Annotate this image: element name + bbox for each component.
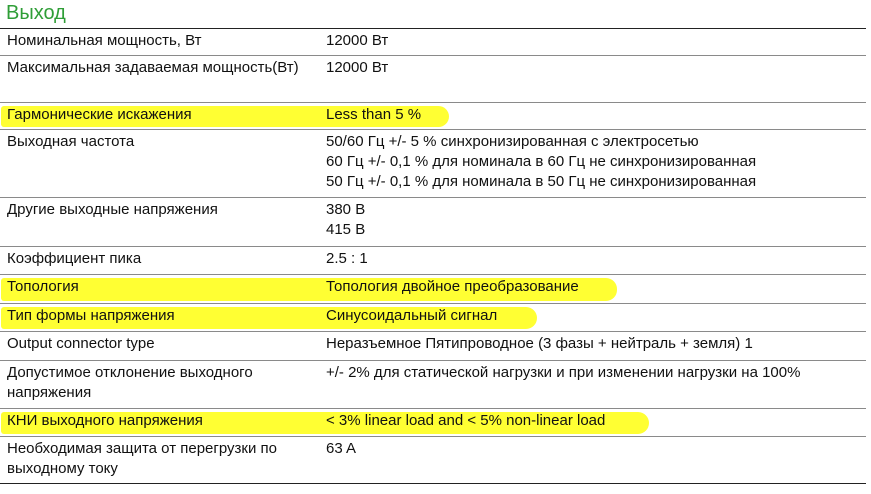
row-value <box>326 200 866 240</box>
value-line: 380 В <box>326 201 366 218</box>
value-line: < 3% linear load and < 5% non-linear load <box>326 412 606 429</box>
row-value <box>326 411 866 431</box>
row-label: Номинальная мощность, Вт <box>7 32 202 49</box>
row-harmonic-distortion <box>0 103 866 130</box>
row-output-frequency <box>0 130 866 198</box>
value-line: 12000 Вт <box>326 59 389 76</box>
row-label: Максимальная задаваемая мощность(Вт) <box>7 59 299 76</box>
row-max-power <box>0 56 866 103</box>
section-title: Выход <box>6 2 66 24</box>
row-value <box>326 306 866 326</box>
value-line: 2.5 : 1 <box>326 250 368 267</box>
row-output-connector <box>0 332 866 361</box>
row-value <box>326 363 866 383</box>
row-crest-factor <box>0 247 866 275</box>
row-label: Тип формы напряжения <box>7 307 175 324</box>
row-other-voltages <box>0 198 866 247</box>
row-topology <box>0 275 866 304</box>
row-nominal-power <box>0 29 866 56</box>
value-line: 60 Гц +/- 0,1 % для номинала в 60 Гц не синхронизированная <box>326 153 757 170</box>
row-voltage-tolerance <box>0 361 866 409</box>
row-label: КНИ выходного напряжения <box>7 412 203 429</box>
value-line: 415 В <box>326 221 366 238</box>
row-label: Допустимое отклонение выходного напряжения <box>7 364 253 401</box>
value-line: +/- 2% для статической нагрузки и при изменении нагрузки на 100% <box>326 364 801 381</box>
spec-table <box>0 28 866 484</box>
row-value <box>326 132 866 192</box>
row-value <box>326 249 866 269</box>
value-line: Топология двойное преобразование <box>326 278 579 295</box>
row-value <box>326 439 866 459</box>
row-label: Гармонические искажения <box>7 106 192 123</box>
value-line: Less than 5 % <box>326 106 422 123</box>
row-overcurrent-protection <box>0 437 866 484</box>
row-output-thd <box>0 409 866 437</box>
value-line: Неразъемное Пятипроводное (3 фазы + нейтраль + земля) 1 <box>326 335 753 352</box>
row-value <box>326 334 866 354</box>
row-label: Топология <box>7 278 79 295</box>
value-line: 50/60 Гц +/- 5 % синхронизированная с электросетью <box>326 133 699 150</box>
value-line: 12000 Вт <box>326 32 389 49</box>
value-line: 50 Гц +/- 0,1 % для номинала в 50 Гц не синхронизированная <box>326 173 757 190</box>
row-value <box>326 277 866 297</box>
row-label: Другие выходные напряжения <box>7 201 218 218</box>
row-label: Коэффициент пика <box>7 250 142 267</box>
row-label: Выходная частота <box>7 133 135 150</box>
row-value <box>326 105 866 125</box>
row-value <box>326 31 866 51</box>
row-waveform <box>0 304 866 332</box>
value-line: 63 A <box>326 440 357 457</box>
row-value <box>326 58 866 78</box>
row-label: Необходимая защита от перегрузки по выходному току <box>7 440 277 477</box>
row-label: Output connector type <box>7 335 155 352</box>
value-line: Синусоидальный сигнал <box>326 307 498 324</box>
